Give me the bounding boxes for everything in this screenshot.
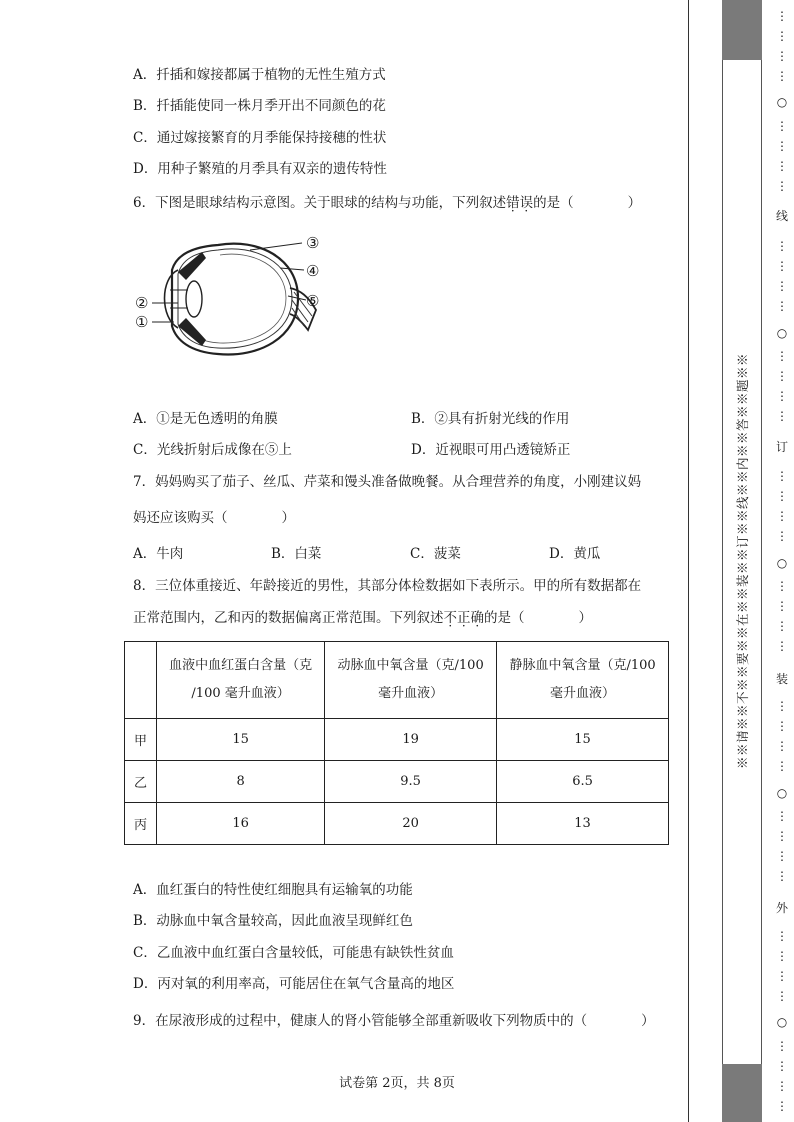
q7-stem-line2: 妈还应该购买（ ） — [133, 510, 295, 526]
q5-option-a: A．扦插和嫁接都属于植物的无性生殖方式 — [133, 67, 386, 83]
margin-divider — [688, 0, 689, 1122]
seal-dots: ⋮ — [776, 599, 788, 613]
q6-stem-before: 6．下图是眼球结构示意图。关于眼球的结构与功能，下列叙述 — [133, 195, 507, 211]
q8-stem-line2 — [133, 609, 592, 627]
seal-label-line: 线 — [775, 209, 788, 223]
table-header-hemoglobin: 血液中血红蛋白含量（克 /100 毫升血液） — [157, 642, 325, 719]
label-1: ① — [135, 313, 149, 331]
seal-dots: ⋮ — [776, 929, 788, 943]
seal-circle: ○ — [776, 556, 788, 570]
seal-dots: ⋮ — [776, 739, 788, 753]
seal-label-wai: 外 — [775, 901, 788, 915]
binding-strip-bottom-block — [722, 1064, 762, 1122]
emphasis-char: 错 — [506, 195, 520, 211]
table-cell: 6.5 — [497, 761, 669, 803]
table-header-arterial-oxygen: 动脉血中氧含量（克/100 毫升血液） — [325, 642, 497, 719]
seal-dots: ⋮ — [776, 989, 788, 1003]
table-cell: 9.5 — [325, 761, 497, 803]
emphasis-char: 正 — [457, 610, 471, 626]
label-4: ④ — [306, 262, 320, 280]
q5-option-d: D．用种子繁殖的月季具有双亲的遗传特性 — [133, 161, 387, 177]
row-label: 甲 — [125, 719, 157, 761]
seal-dots: ⋮ — [776, 9, 788, 23]
q7-option-b: B．白菜 — [271, 546, 322, 562]
health-data-table — [124, 641, 669, 845]
q7-option-c: C．菠菜 — [410, 546, 461, 562]
q8-stem-emphasis — [444, 610, 485, 626]
seal-dots: ⋮ — [776, 639, 788, 653]
q6-stem — [133, 194, 641, 212]
q8-option-d: D．丙对氧的利用率高，可能居住在氧气含量高的地区 — [133, 976, 455, 992]
row-label: 乙 — [125, 761, 157, 803]
seal-dots: ⋮ — [776, 139, 788, 153]
emphasis-char: 误 — [519, 195, 534, 211]
q6-option-c: C．光线折射后成像在⑤上 — [133, 442, 292, 458]
table-cell: 20 — [325, 803, 497, 845]
emphasis-char: 不 — [443, 610, 457, 626]
label-5: ⑤ — [306, 292, 320, 310]
no-answer-warning: ※※请※※不※※要※※在※※装※※订※※线※※内※※答※※题※※ — [735, 352, 750, 770]
table-cell: 13 — [497, 803, 669, 845]
seal-dots: ⋮ — [776, 279, 788, 293]
table-row — [125, 803, 669, 845]
seal-label-ding: 订 — [775, 440, 788, 454]
q5-option-b: B．扦插能使同一株月季开出不同颜色的花 — [133, 98, 386, 114]
table-header-venous-oxygen: 静脉血中氧含量（克/100 毫升血液） — [497, 642, 669, 719]
seal-dots: ⋮ — [776, 869, 788, 883]
seal-circle: ○ — [776, 95, 788, 109]
binding-strip-top-block — [722, 0, 762, 60]
q8-option-b: B．动脉血中氧含量较高，因此血液呈现鲜红色 — [133, 913, 413, 929]
seal-dots: ⋮ — [776, 809, 788, 823]
table-header-row — [125, 642, 669, 719]
table-cell: 15 — [157, 719, 325, 761]
seal-dots: ⋮ — [776, 719, 788, 733]
table-corner-cell — [125, 642, 157, 719]
q7-stem-line1: 7．妈妈购买了茄子、丝瓜、芹菜和馒头准备做晚餐。从合理营养的角度，小刚建议妈 — [133, 474, 642, 490]
row-label: 丙 — [125, 803, 157, 845]
q8-option-c: C．乙血液中血红蛋白含量较低，可能患有缺铁性贫血 — [133, 945, 454, 961]
seal-dots: ⋮ — [776, 1059, 788, 1073]
q8-stem-after: 的是（ ） — [484, 610, 592, 626]
seal-dots: ⋮ — [776, 1099, 788, 1113]
q7-option-d: D．黄瓜 — [549, 546, 601, 562]
seal-dots: ⋮ — [776, 829, 788, 843]
seal-label-zhuang: 装 — [775, 672, 788, 686]
seal-line — [772, 0, 792, 1122]
q6-stem-after: 的是（ ） — [533, 195, 642, 211]
seal-circle: ○ — [776, 1015, 788, 1029]
table-cell: 15 — [497, 719, 669, 761]
label-2: ② — [135, 294, 149, 312]
seal-dots: ⋮ — [776, 529, 788, 543]
seal-dots: ⋮ — [776, 759, 788, 773]
table-row — [125, 719, 669, 761]
seal-dots: ⋮ — [776, 469, 788, 483]
seal-dots: ⋮ — [776, 699, 788, 713]
seal-dots: ⋮ — [776, 49, 788, 63]
table-cell: 8 — [157, 761, 325, 803]
seal-dots: ⋮ — [776, 369, 788, 383]
seal-dots: ⋮ — [776, 119, 788, 133]
seal-dots: ⋮ — [776, 389, 788, 403]
seal-dots: ⋮ — [776, 349, 788, 363]
seal-dots: ⋮ — [776, 179, 788, 193]
seal-dots: ⋮ — [776, 849, 788, 863]
seal-dots: ⋮ — [776, 69, 788, 83]
q8-option-a: A．血红蛋白的特性使红细胞具有运输氧的功能 — [133, 882, 413, 898]
seal-dots: ⋮ — [776, 489, 788, 503]
table-cell: 19 — [325, 719, 497, 761]
page-footer: 试卷第 2页，共 8页 — [339, 1076, 455, 1091]
seal-dots: ⋮ — [776, 1079, 788, 1093]
seal-dots: ⋮ — [776, 949, 788, 963]
seal-dots: ⋮ — [776, 159, 788, 173]
table-cell: 16 — [157, 803, 325, 845]
seal-circle: ○ — [776, 786, 788, 800]
q6-option-b: B．②具有折射光线的作用 — [411, 411, 570, 427]
table-row — [125, 761, 669, 803]
emphasis-char: 确 — [470, 610, 484, 626]
seal-dots: ⋮ — [776, 29, 788, 43]
q9-stem: 9．在尿液形成的过程中，健康人的肾小管能够全部重新吸收下列物质中的（ ） — [133, 1013, 655, 1029]
seal-dots: ⋮ — [776, 509, 788, 523]
seal-circle: ○ — [776, 326, 788, 340]
q6-option-a: A．①是无色透明的角膜 — [133, 411, 278, 427]
q5-option-c: C．通过嫁接繁育的月季能保持接穗的性状 — [133, 130, 387, 146]
q8-stem-before: 正常范围内，乙和丙的数据偏离正常范围。下列叙述 — [133, 610, 444, 626]
seal-dots: ⋮ — [776, 239, 788, 253]
eyeball-diagram — [130, 230, 330, 365]
label-3: ③ — [306, 234, 320, 252]
seal-dots: ⋮ — [776, 969, 788, 983]
q8-stem-line1: 8．三位体重接近、年龄接近的男性，其部分体检数据如下表所示。甲的所有数据都在 — [133, 578, 642, 594]
seal-dots: ⋮ — [776, 579, 788, 593]
seal-dots: ⋮ — [776, 1039, 788, 1053]
q6-stem-emphasis — [506, 195, 533, 211]
seal-dots: ⋮ — [776, 409, 788, 423]
seal-dots: ⋮ — [776, 619, 788, 633]
seal-dots: ⋮ — [776, 299, 788, 313]
q6-option-d: D．近视眼可用凸透镜矫正 — [411, 442, 571, 458]
seal-dots: ⋮ — [776, 259, 788, 273]
q7-option-a: A．牛肉 — [133, 546, 184, 562]
